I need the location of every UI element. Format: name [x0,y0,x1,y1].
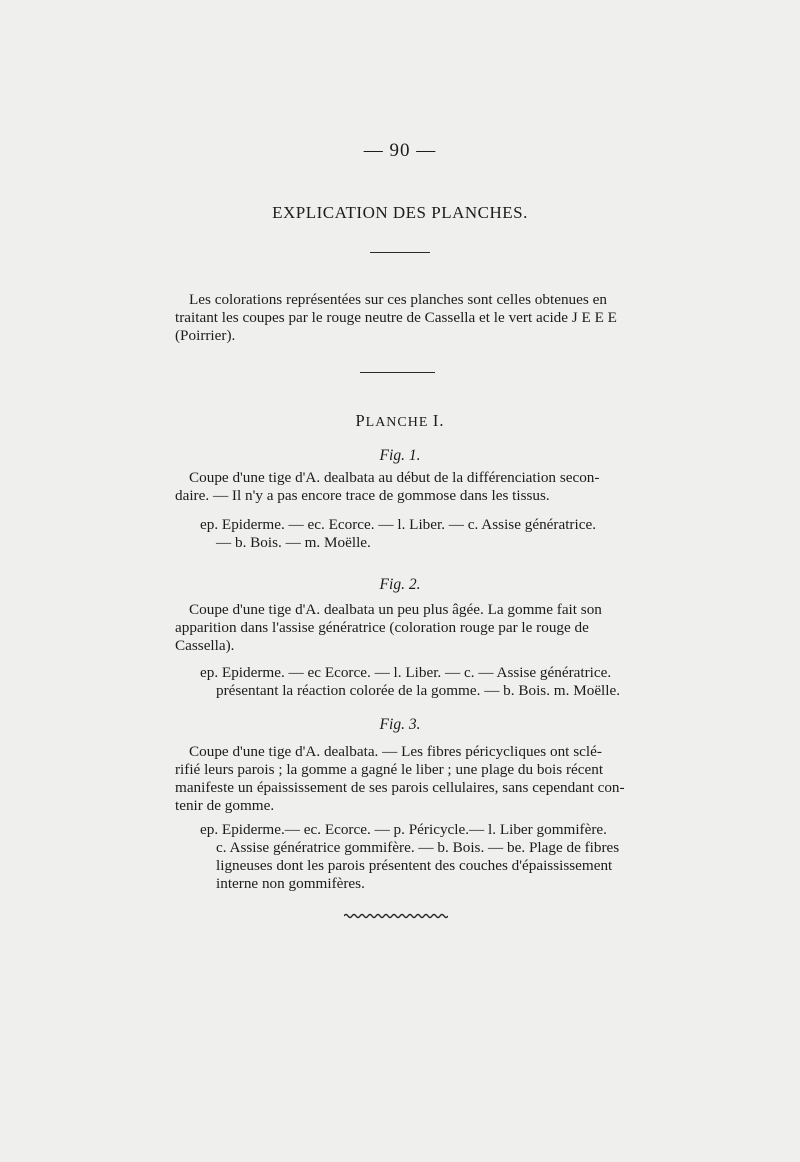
page-number: — 90 — [363,140,437,161]
fig-2-line: apparition dans l'assise génératrice (coloration rouge par le rouge de [175,619,589,636]
fig-3-line: Coupe d'une tige d'A. dealbata. — Les fibres péricycliques ont sclé- [189,743,602,760]
end-ornament [344,912,448,920]
fig-2-legend-line: présentant la réaction colorée de la gomme. — b. Bois. m. Moëlle. [216,682,621,699]
intro-line: (Poirrier). [175,327,236,344]
plate-title-number: I. [432,411,445,430]
fig-3-legend [200,821,625,893]
fig-1-line: daire. — Il n'y a pas encore trace de gommose dans les tissus. [175,487,550,504]
fig-3-line: tenir de gomme. [175,797,275,814]
plate-title-word: LANCHE [365,415,429,430]
fig-1-legend [200,516,625,552]
fig-2-legend [200,664,625,700]
fig-2-line: Cassella). [175,637,235,654]
fig-1-line: Coupe d'une tige d'A. dealbata au début de la différenciation secon- [189,469,600,486]
fig-3-line: rifié leurs parois ; la gomme a gagné le liber ; une plage du bois récent [175,761,604,778]
section-rule [360,372,435,373]
fig-1-legend-line: ep. Epiderme. — ec. Ecorce. — l. Liber. — c. Assise génératrice. [200,516,596,533]
fig-3-legend-line: interne non gommifères. [216,875,365,892]
fig-1-legend-line: — b. Bois. — m. Moëlle. [216,534,371,551]
fig-2-title: Fig. 2. [379,576,421,593]
fig-3-line: manifeste un épaississement de ses parois cellulaires, sans cependant con- [175,779,625,796]
fig-3-title: Fig. 3. [379,716,421,733]
fig-1-description [175,469,625,505]
intro-paragraph [175,291,625,345]
fig-2-line: Coupe d'une tige d'A. dealbata un peu plus âgée. La gomme fait son [189,601,602,618]
fig-2-legend-line: ep. Epiderme. — ec Ecorce. — l. Liber. — c. — Assise génératrice. [200,664,612,681]
fig-3-description [175,743,625,815]
plate-title [0,411,800,431]
fig-2-description [175,601,625,655]
fig-3-legend-line: ep. Epiderme.— ec. Ecorce. — p. Péricycle.— l. Liber gommifère. [200,821,607,838]
intro-line: Les colorations représentées sur ces planches sont celles obtenues en [189,291,607,308]
fig-3-legend-line: c. Assise génératrice gommifère. — b. Bois. — be. Plage de fibres [216,839,620,856]
heading-rule [370,252,430,253]
fig-1-title: Fig. 1. [379,447,421,464]
page-heading: EXPLICATION DES PLANCHES. [272,203,528,222]
plate-title-initial: P [355,411,366,430]
intro-line: traitant les coupes par le rouge neutre de Cassella et le vert acide J E E E [175,309,617,326]
fig-3-legend-line: ligneuses dont les parois présentent des couches d'épaississement [216,857,613,874]
